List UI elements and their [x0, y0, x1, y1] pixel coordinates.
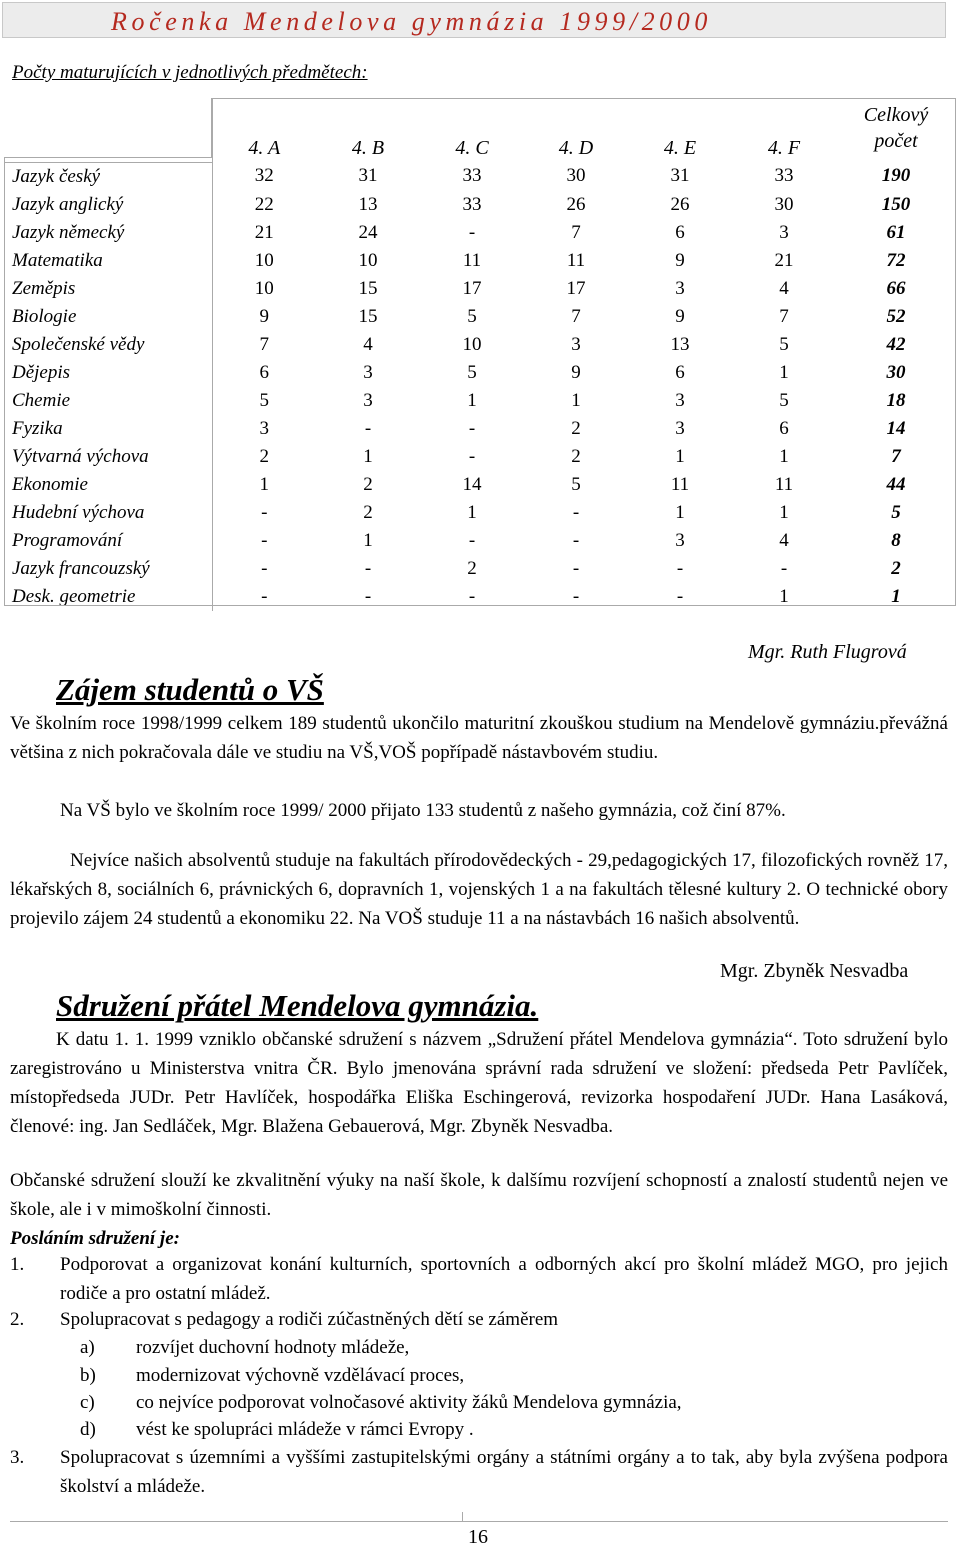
count-cell: 5	[571, 473, 581, 495]
count-cell: 9	[675, 249, 685, 271]
count-cell: 3	[363, 389, 373, 411]
total-cell: 42	[886, 333, 906, 355]
count-cell: 1	[363, 529, 373, 551]
count-cell: 1	[259, 473, 269, 495]
count-cell: -	[572, 585, 580, 607]
subject-cell: Fyzika	[4, 415, 212, 443]
count-cell: 1	[675, 501, 685, 523]
column-header: 4. D	[558, 137, 594, 159]
table-row	[4, 162, 956, 191]
list-text: Podporovat a organizovat konání kulturních, sportovních a odborných akcí pro školní mládež MGO, pro jejich rodiče a pro ostatní mládež.	[60, 1254, 948, 1304]
count-cell: -	[468, 417, 476, 439]
table-row	[4, 555, 956, 583]
count-cell: 30	[774, 193, 794, 215]
count-cell: 2	[363, 501, 373, 523]
table-row	[4, 583, 956, 611]
sub-text: co nejvíce podporovat volnočasové aktivity žáků Mendelova gymnázia,	[136, 1392, 682, 1413]
vs-paragraph-3: Nejvíce našich absolventů studuje na fakultách přírodovědeckých - 29,pedagogických 17, filozofických rovněž 17, lékařských 8, sociálních 6, právnických 6, dopravních 1, vojenských 1 a na fakultách tělesné kultury 2. O technické obory projevilo zájem 24 studentů a ekonomiku 22. Na VOŠ studuje 11 a na nástavbách 16 našich absolventů.	[10, 850, 948, 929]
total-header-line1: Celkový	[863, 104, 929, 126]
count-cell: 11	[566, 249, 586, 271]
count-cell: 3	[675, 417, 685, 439]
table-row	[4, 527, 956, 555]
count-cell: 31	[670, 165, 690, 187]
count-cell: 5	[467, 361, 477, 383]
column-header: 4. B	[351, 137, 385, 159]
count-cell: -	[572, 501, 580, 523]
count-cell: 32	[254, 165, 274, 187]
count-cell: 21	[774, 249, 794, 271]
total-cell: 7	[891, 445, 901, 467]
list-text: Spolupracovat s územními a vyššími zastupitelskými orgány a státními orgány a to tak, aby byla zvýšena podpora školství a mládeže.	[60, 1447, 948, 1497]
column-header: 4. E	[663, 137, 697, 159]
count-cell: 4	[363, 333, 373, 355]
count-cell: 26	[670, 193, 690, 215]
total-cell: 18	[886, 389, 906, 411]
count-cell: -	[364, 557, 372, 579]
count-cell: 10	[254, 277, 274, 299]
total-header-line2: počet	[874, 130, 918, 152]
table-divider	[4, 157, 212, 158]
count-cell: 26	[566, 193, 586, 215]
count-cell: 13	[358, 193, 378, 215]
count-cell: 33	[462, 165, 482, 187]
count-cell: 2	[363, 473, 373, 495]
subject-cell: Dějepis	[4, 359, 212, 387]
count-cell: 1	[779, 501, 789, 523]
count-cell: 9	[571, 361, 581, 383]
subject-cell: Programování	[4, 527, 212, 555]
list-number: 3.	[10, 1447, 25, 1468]
count-cell: 10	[462, 333, 482, 355]
count-cell: 7	[571, 221, 581, 243]
sub-letter: a)	[80, 1337, 95, 1358]
subject-cell: Biologie	[4, 303, 212, 331]
total-cell: 5	[891, 501, 901, 523]
association-paragraph-2: Občanské sdružení slouží ke zkvalitnění výuky na naší škole, k dalšímu rozvíjení schopností a znalostí studentů nejen ve škole, ale i v mimoškolní činnosti.	[10, 1170, 948, 1220]
list-text: Spolupracovat s pedagogy a rodiči zúčastněných dětí se záměrem	[60, 1309, 559, 1330]
total-column-header	[836, 98, 956, 162]
count-cell: 5	[779, 389, 789, 411]
count-cell: -	[364, 417, 372, 439]
count-cell: 5	[467, 305, 477, 327]
count-cell: 4	[779, 529, 789, 551]
total-cell: 52	[886, 305, 906, 327]
subject-cell: Ekonomie	[4, 471, 212, 499]
signature-ruth-flugrova: Mgr. Ruth Flugrová	[748, 641, 907, 663]
vs-interest-heading: Zájem studentů o VŠ	[56, 672, 324, 707]
sub-list-item	[80, 1361, 464, 1390]
count-cell: -	[364, 585, 372, 607]
table-row	[4, 499, 956, 527]
count-cell: 1	[779, 361, 789, 383]
total-cell: 14	[886, 417, 906, 439]
table-row	[4, 219, 956, 247]
count-cell: -	[261, 585, 268, 607]
total-cell: 72	[886, 249, 906, 271]
count-cell: 3	[675, 277, 685, 299]
table-row	[4, 443, 956, 471]
graduation-subjects-table	[4, 98, 956, 611]
total-cell: 1	[891, 585, 901, 607]
sub-list-item	[80, 1388, 682, 1417]
count-cell: -	[468, 445, 476, 467]
count-cell: 3	[675, 389, 685, 411]
count-cell: 11	[774, 473, 794, 495]
table-row	[4, 331, 956, 359]
sub-text: rozvíjet duchovní hodnoty mládeže,	[136, 1337, 410, 1358]
count-cell: 7	[779, 305, 789, 327]
column-header: 4. A	[248, 137, 281, 159]
count-cell: 1	[467, 389, 477, 411]
count-cell: 4	[779, 277, 789, 299]
total-cell: 44	[886, 473, 906, 495]
total-cell: 8	[891, 529, 901, 551]
yearbook-title: Ročenka Mendelova gymnázia 1999/2000	[111, 7, 712, 36]
subject-cell: Jazyk český	[4, 162, 212, 191]
vs-paragraph-2: Na VŠ bylo ve školním roce 1999/ 2000 přijato 133 studentů z našeho gymnázia, což činí 87%.	[60, 800, 786, 821]
count-cell: 6	[259, 361, 269, 383]
count-cell: -	[261, 501, 268, 523]
count-cell: -	[261, 529, 268, 551]
subject-cell: Zeměpis	[4, 275, 212, 303]
count-cell: 7	[259, 333, 269, 355]
footer-divider	[10, 1521, 948, 1522]
count-cell: 13	[670, 333, 690, 355]
count-cell: 3	[779, 221, 789, 243]
count-cell: 30	[566, 165, 586, 187]
count-cell: 15	[358, 305, 378, 327]
subject-cell: Hudební výchova	[4, 499, 212, 527]
table-corner-blank	[4, 98, 212, 158]
count-cell: 9	[259, 305, 269, 327]
count-cell: 2	[259, 445, 269, 467]
count-cell: 6	[779, 417, 789, 439]
count-cell: 11	[462, 249, 482, 271]
count-cell: -	[468, 221, 476, 243]
count-cell: 33	[774, 165, 794, 187]
count-cell: -	[468, 585, 476, 607]
subject-cell: Desk. geometrie	[4, 583, 212, 611]
count-cell: 1	[779, 585, 789, 607]
vs-paragraph-1: Ve školním roce 1998/1999 celkem 189 studentů ukončilo maturitní zkouškou studium na Mendelově gymnáziu.převážná většina z nich pokračovala dále ve studiu na VŠ,VOŠ popřípadě nástavbovém studiu.	[10, 713, 948, 763]
count-cell: 5	[259, 389, 269, 411]
count-cell: 31	[358, 165, 378, 187]
subject-cell: Společenské vědy	[4, 331, 212, 359]
count-cell: 17	[462, 277, 482, 299]
sub-text: vést ke spolupráci mládeže v rámci Evropy .	[136, 1419, 474, 1440]
subject-cell: Výtvarná výchova	[4, 443, 212, 471]
grades-section-label: Počty maturujících v jednotlivých předmětech:	[12, 62, 368, 83]
count-cell: 17	[566, 277, 586, 299]
subject-cell: Chemie	[4, 387, 212, 415]
sub-text: modernizovat výchovně vzdělávací proces,	[136, 1365, 465, 1386]
count-cell: 6	[675, 221, 685, 243]
count-cell: -	[572, 529, 580, 551]
count-cell: 1	[467, 501, 477, 523]
count-cell: -	[572, 557, 580, 579]
count-cell: 14	[462, 473, 482, 495]
count-cell: 3	[571, 333, 581, 355]
subject-cell: Matematika	[4, 247, 212, 275]
count-cell: 3	[675, 529, 685, 551]
count-cell: 6	[675, 361, 685, 383]
list-number: 1.	[10, 1254, 25, 1275]
association-heading: Sdružení přátel Mendelova gymnázia.	[56, 988, 539, 1023]
count-cell: 2	[467, 557, 477, 579]
total-cell: 190	[881, 165, 911, 187]
count-cell: 1	[675, 445, 685, 467]
list-number: 2.	[10, 1309, 25, 1330]
table-row	[4, 191, 956, 219]
subject-cell: Jazyk německý	[4, 219, 212, 247]
column-header: 4. F	[767, 137, 801, 159]
footer-tick	[462, 1512, 463, 1522]
count-cell: 3	[259, 417, 269, 439]
table-row	[4, 387, 956, 415]
column-header: 4. C	[455, 137, 489, 159]
count-cell: 1	[779, 445, 789, 467]
sub-letter: c)	[80, 1392, 95, 1413]
count-cell: 2	[571, 445, 581, 467]
sub-letter: d)	[80, 1419, 96, 1440]
count-cell: 33	[462, 193, 482, 215]
count-cell: 9	[675, 305, 685, 327]
count-cell: 10	[254, 249, 274, 271]
table-row	[4, 415, 956, 443]
table-row	[4, 359, 956, 387]
count-cell: 22	[254, 193, 274, 215]
count-cell: 2	[571, 417, 581, 439]
count-cell: 1	[571, 389, 581, 411]
association-paragraph-1: K datu 1. 1. 1999 vzniklo občanské sdružení s názvem „Sdružení přátel Mendelova gymnázia“. Toto sdružení bylo zaregistrováno u Ministerstva vnitra ČR. Bylo jmenována správní rada sdružení ve složení: předseda Petr Pavlíček, místopředseda JUDr. Petr Havlíček, hospodářka Eliška Eschingerová, revizorka hospodaření JUDr. Hana Lasáková, členové: ing. Jan Sedláček, Mgr. Blažena Gebauerová, Mgr. Zbyněk Nesvadba.	[10, 1029, 948, 1137]
count-cell: -	[468, 529, 476, 551]
sub-letter: b)	[80, 1365, 96, 1386]
count-cell: -	[676, 585, 684, 607]
count-cell: -	[780, 557, 788, 579]
total-cell: 61	[886, 221, 906, 243]
subject-cell: Jazyk anglický	[4, 191, 212, 219]
sub-list-item	[80, 1333, 409, 1362]
table-row	[4, 303, 956, 331]
count-cell: 21	[254, 221, 274, 243]
count-cell: 15	[358, 277, 378, 299]
count-cell: 10	[358, 249, 378, 271]
count-cell: 3	[363, 361, 373, 383]
signature-zbynek-nesvadba: Mgr. Zbyněk Nesvadba	[720, 960, 909, 982]
page-number: 16	[468, 1526, 488, 1548]
total-cell: 150	[881, 193, 911, 215]
header-banner	[2, 2, 946, 38]
count-cell: 7	[571, 305, 581, 327]
table-row	[4, 471, 956, 499]
sub-list-item	[80, 1415, 474, 1444]
total-cell: 2	[891, 557, 901, 579]
count-cell: 11	[670, 473, 690, 495]
total-cell: 30	[886, 361, 906, 383]
table-row	[4, 275, 956, 303]
table-row	[4, 247, 956, 275]
count-cell: 5	[779, 333, 789, 355]
mission-label: Posláním sdružení je:	[10, 1228, 180, 1249]
count-cell: -	[261, 557, 268, 579]
table-divider	[211, 98, 212, 158]
count-cell: -	[676, 557, 684, 579]
count-cell: 24	[358, 221, 378, 243]
count-cell: 1	[363, 445, 373, 467]
subject-cell: Jazyk francouzský	[4, 555, 212, 583]
total-cell: 66	[886, 277, 906, 299]
